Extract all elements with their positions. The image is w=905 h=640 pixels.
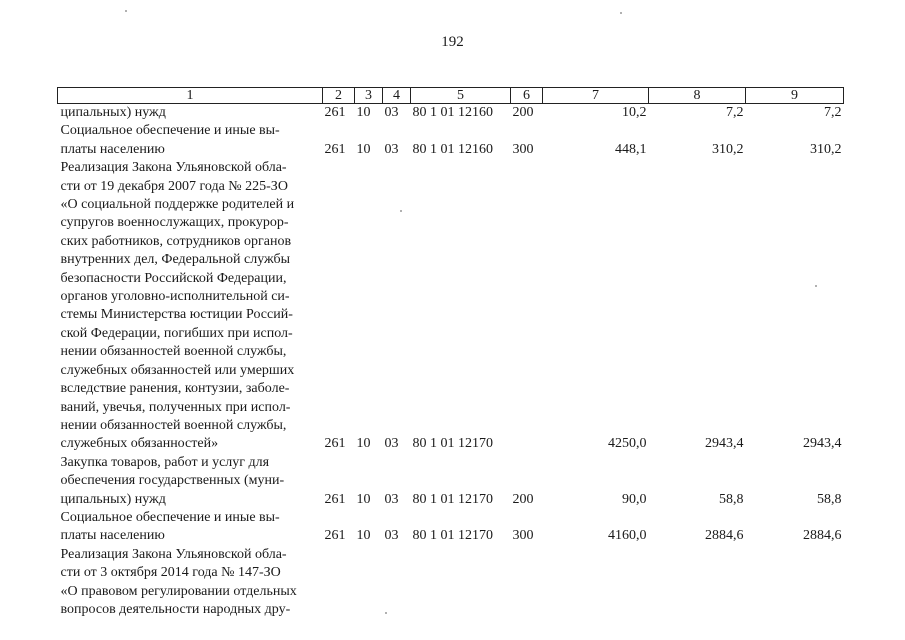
table-row [58, 546, 844, 620]
cell-expense-type [511, 546, 543, 620]
description-line: «О правовом регулировании отдельных [60, 583, 297, 599]
description-line: Социальное обеспечение и иные вы- [60, 123, 280, 139]
description-line: платы населению [60, 141, 165, 157]
cell-expense-type: 200 [512, 105, 534, 120]
cell-expense-type: 200 [512, 491, 534, 507]
column-header: 2 [323, 88, 355, 104]
column-header: 9 [746, 88, 844, 104]
cell-amount-col7: 4250,0 [608, 436, 647, 452]
description-line: Реализация Закона Ульяновской обла- [60, 546, 287, 562]
cell-section: 10 [356, 141, 371, 157]
cell-admin-code: 261 [324, 105, 346, 120]
cell-amount-col7: 448,1 [615, 141, 647, 157]
cell-subsection: 03 [384, 141, 399, 157]
description-line: стемы Министерства юстиции Россий- [60, 307, 293, 323]
cell-amount-col9: 2884,6 [803, 528, 842, 544]
description-line: Реализация Закона Ульяновской обла- [60, 160, 287, 176]
cell-amount-col9: 7,2 [824, 105, 842, 120]
description-line: супругов военнослужащих, прокурор- [60, 215, 289, 231]
cell-section: 10 [356, 436, 371, 452]
cell-target-article: 80 1 01 12160 [412, 141, 493, 157]
scan-speck [620, 12, 622, 14]
column-header: 1 [58, 88, 323, 104]
description-line: служебных обязанностей» [60, 436, 219, 452]
description-line: ских работников, сотрудников органов [60, 233, 292, 249]
description-line: нении обязанностей военной службы, [60, 344, 287, 360]
scan-speck [385, 612, 387, 614]
cell-target-article: 80 1 01 12170 [412, 528, 493, 544]
cell-admin-code: 261 [324, 436, 346, 452]
cell-amount-col7: 90,0 [622, 491, 647, 507]
cell-subsection: 03 [384, 528, 399, 544]
cell-expense-type: 300 [512, 141, 534, 157]
column-header: 6 [511, 88, 543, 104]
description-line: ваний, увечья, полученных при испол- [60, 399, 291, 415]
description-line: нении обязанностей военной службы, [60, 417, 287, 433]
description-line: внутренних дел, Федеральной службы [60, 252, 291, 268]
cell-section [355, 546, 383, 620]
table-body [58, 104, 844, 620]
row-description [58, 122, 323, 159]
description-line: органов уголовно-исполнительной си- [60, 289, 290, 305]
table-header-row [58, 88, 844, 104]
cell-amount-col8 [649, 546, 746, 620]
cell-admin-code: 261 [324, 528, 346, 544]
description-line: вследствие ранения, контузии, заболе- [60, 381, 290, 397]
cell-admin-code: 261 [324, 141, 346, 157]
description-line: Социальное обеспечение и иные вы- [60, 509, 280, 525]
description-line: платы населению [60, 528, 165, 544]
description-line: Закупка товаров, работ и услуг для [60, 454, 270, 470]
scan-speck [815, 285, 817, 287]
page-number: 192 [441, 34, 464, 50]
column-header: 4 [383, 88, 411, 104]
description-line: ципальных) нужд [60, 491, 166, 507]
cell-target-article [411, 546, 511, 620]
cell-amount-col9: 58,8 [817, 491, 842, 507]
cell-amount-col7 [543, 546, 649, 620]
cell-admin-code [323, 546, 355, 620]
cell-target-article: 80 1 01 12170 [412, 491, 493, 507]
description-line: сти от 19 декабря 2007 года № 225-ЗО [60, 178, 288, 194]
column-header: 5 [411, 88, 511, 104]
cell-amount-col8: 7,2 [726, 105, 744, 120]
cell-amount-col8: 2943,4 [705, 436, 744, 452]
cell-target-article: 80 1 01 12170 [412, 436, 493, 452]
cell-amount-col8: 310,2 [712, 141, 744, 157]
cell-amount-col9: 2943,4 [803, 436, 842, 452]
cell-amount-col7: 10,2 [622, 105, 647, 120]
table-row [58, 454, 844, 509]
scan-speck [400, 210, 402, 212]
table-row [58, 122, 844, 159]
cell-admin-code: 261 [324, 491, 346, 507]
column-header: 7 [543, 88, 649, 104]
table-row [58, 159, 844, 454]
budget-table [57, 87, 844, 619]
row-description [58, 454, 323, 509]
cell-section: 10 [356, 105, 371, 120]
row-description [58, 509, 323, 546]
cell-expense-type: 300 [512, 528, 534, 544]
cell-amount-col7: 4160,0 [608, 528, 647, 544]
column-header: 8 [649, 88, 746, 104]
table-row [58, 509, 844, 546]
cell-subsection: 03 [384, 105, 399, 120]
cell-section: 10 [356, 491, 371, 507]
cell-subsection: 03 [384, 491, 399, 507]
row-description [58, 104, 323, 123]
description-line: вопросов деятельности народных дру- [60, 601, 291, 617]
description-line: «О социальной поддержке родителей и [60, 197, 295, 213]
description-line: служебных обязанностей или умерших [60, 362, 295, 378]
column-header: 3 [355, 88, 383, 104]
cell-target-article: 80 1 01 12160 [412, 105, 493, 120]
cell-subsection [383, 546, 411, 620]
cell-amount-col9: 310,2 [810, 141, 842, 157]
cell-expense-type [511, 159, 543, 454]
row-description [58, 159, 323, 454]
description-line: безопасности Российской Федерации, [60, 270, 287, 286]
cell-section: 10 [356, 528, 371, 544]
description-line: обеспечения государственных (муни- [60, 473, 285, 489]
description-line: ской Федерации, погибших при испол- [60, 325, 293, 341]
description-line: ципальных) нужд [60, 105, 166, 120]
cell-amount-col9 [746, 546, 844, 620]
table-row [58, 104, 844, 123]
scan-speck [125, 10, 127, 12]
description-line: сти от 3 октября 2014 года № 147-ЗО [60, 565, 281, 581]
cell-amount-col8: 58,8 [719, 491, 744, 507]
cell-subsection: 03 [384, 436, 399, 452]
cell-amount-col8: 2884,6 [705, 528, 744, 544]
row-description [58, 546, 323, 620]
